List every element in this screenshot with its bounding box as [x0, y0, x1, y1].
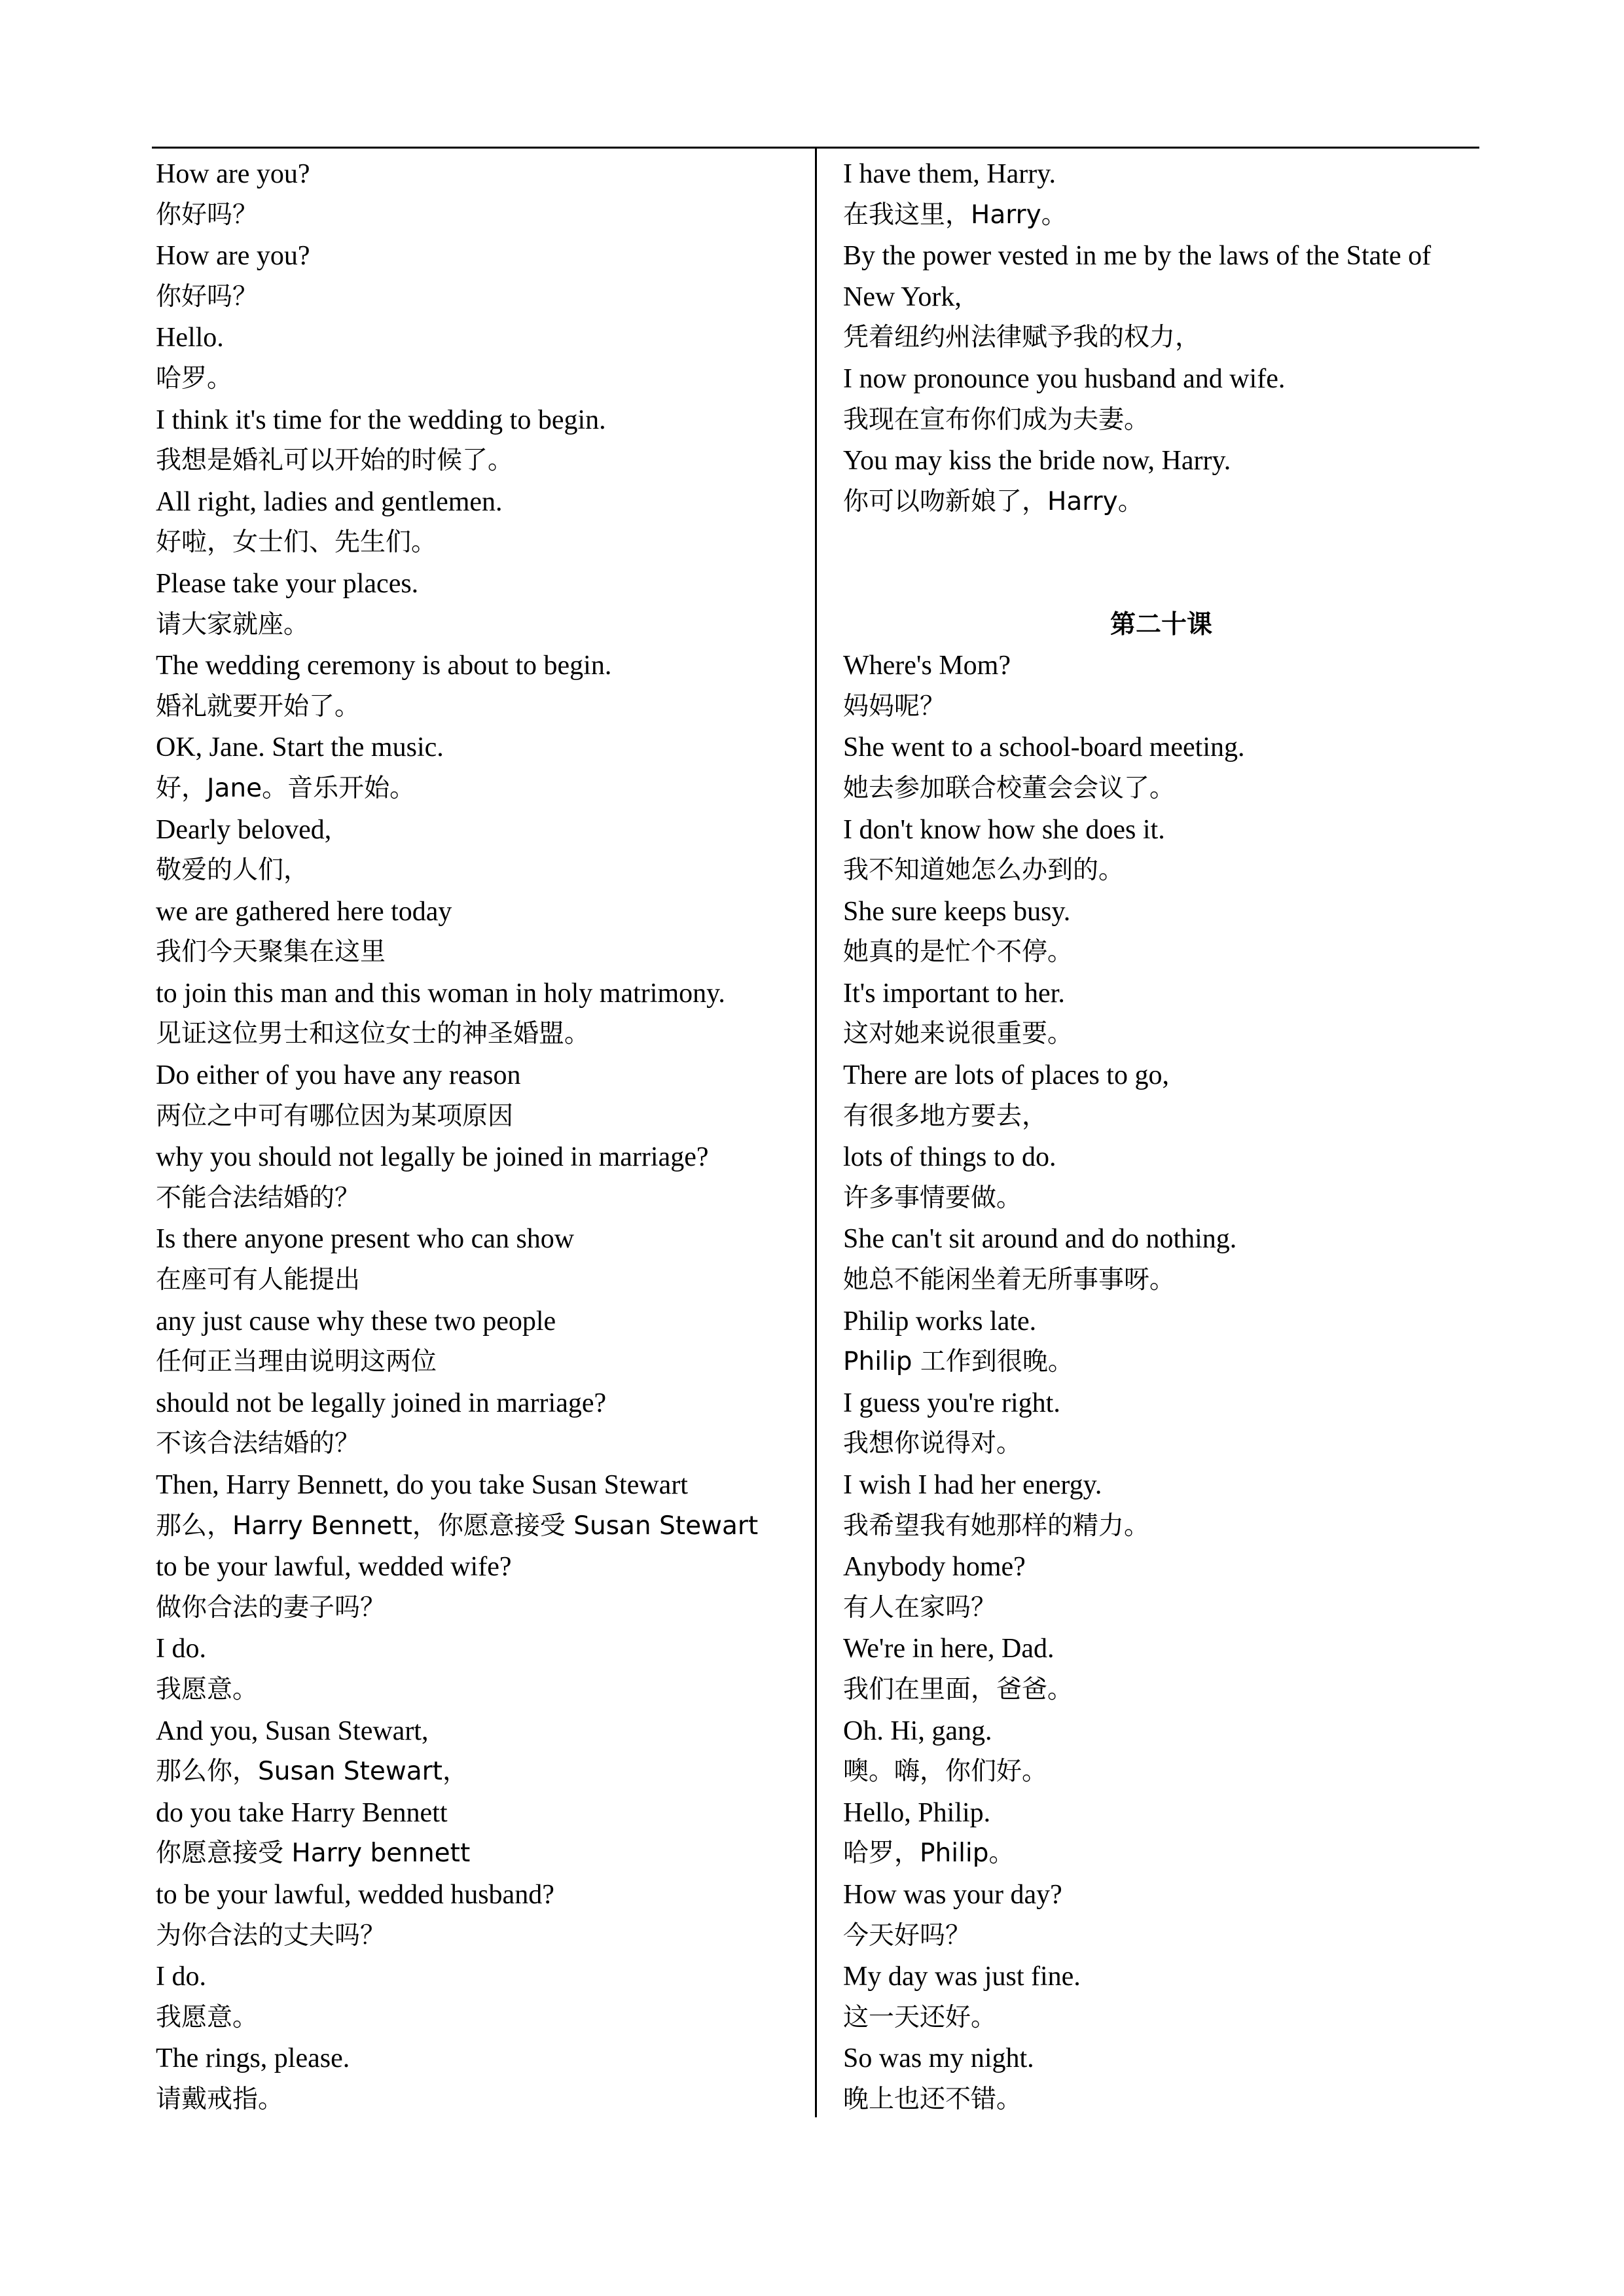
- spacer-line: [843, 522, 1479, 564]
- chinese-line: 在我这里，Harry。: [843, 200, 1067, 230]
- chinese-line: 妈妈呢？: [843, 691, 946, 721]
- english-line: I do.: [156, 1634, 206, 1664]
- english-line: Hello, Philip.: [843, 1797, 991, 1828]
- chinese-line: 做你合法的妻子吗？: [156, 1592, 386, 1623]
- chinese-line: 敬爱的人们，: [156, 855, 310, 886]
- english-line: She can't sit around and do nothing.: [843, 1224, 1237, 1255]
- chinese-line: 那么你，Susan Stewart，: [156, 1757, 468, 1787]
- right-column: [843, 154, 1479, 2121]
- lesson-heading: 第二十课: [1110, 609, 1212, 639]
- english-line: Then, Harry Bennett, do you take Susan Stewart: [156, 1470, 688, 1500]
- chinese-line: 今天好吗？: [843, 1920, 971, 1950]
- chinese-line: 这一天还好。: [843, 2002, 997, 2032]
- english-line: Hello.: [156, 323, 224, 353]
- chinese-line: 为你合法的丈夫吗？: [156, 1920, 386, 1950]
- english-line: Philip works late.: [843, 1306, 1037, 1336]
- english-line: Do either of you have any reason: [156, 1060, 521, 1091]
- column-divider: [815, 147, 817, 2117]
- english-line: I think it's time for the wedding to begin.: [156, 404, 606, 435]
- chinese-line: 她去参加联合校董会会议了。: [843, 773, 1176, 803]
- english-line: I don't know how she does it.: [843, 814, 1165, 845]
- english-line: I have them, Harry.: [843, 159, 1056, 189]
- chinese-line: 有人在家吗？: [843, 1592, 997, 1623]
- english-line: The rings, please.: [156, 2043, 350, 2074]
- english-line: Oh. Hi, gang.: [843, 1715, 992, 1746]
- chinese-line: 哈罗。: [156, 363, 233, 393]
- chinese-line: 不该合法结婚的？: [156, 1429, 361, 1459]
- chinese-line: 两位之中可有哪位因为某项原因: [156, 1101, 514, 1131]
- chinese-line: 我想你说得对。: [843, 1429, 1022, 1459]
- english-line: So was my night.: [843, 2043, 1034, 2074]
- chinese-line: 她真的是忙个不停。: [843, 937, 1074, 967]
- chinese-line: 我愿意。: [156, 1674, 259, 1704]
- english-line: we are gathered here today: [156, 896, 452, 927]
- english-line: It's important to her.: [843, 978, 1065, 1009]
- chinese-line: 你愿意接受 Harry bennett: [156, 1839, 471, 1869]
- english-line: You may kiss the bride now, Harry.: [843, 446, 1231, 476]
- chinese-line: 你好吗？: [156, 200, 259, 230]
- chinese-line: 你可以吻新娘了，Harry。: [843, 486, 1144, 516]
- english-line: All right, ladies and gentlemen.: [156, 486, 503, 517]
- chinese-line: 任何正当理由说明这两位: [156, 1347, 437, 1377]
- english-line: why you should not legally be joined in marriage?: [156, 1142, 709, 1173]
- chinese-line: 请大家就座。: [156, 609, 310, 639]
- chinese-line: 我希望我有她那样的精力。: [843, 1511, 1150, 1541]
- chinese-line: 凭着纽约州法律赋予我的权力，: [843, 323, 1201, 353]
- english-line: to join this man and this woman in holy matrimony.: [156, 978, 725, 1009]
- chinese-line: 我们今天聚集在这里: [156, 937, 386, 967]
- chinese-line: 许多事情要做。: [843, 1183, 1022, 1213]
- english-line: Where's Mom?: [843, 651, 1011, 681]
- english-line: She sure keeps busy.: [843, 896, 1071, 927]
- english-line: do you take Harry Bennett: [156, 1797, 448, 1828]
- chinese-line: 我们在里面，爸爸。: [843, 1674, 1074, 1704]
- english-line: to be your lawful, wedded husband?: [156, 1879, 554, 1910]
- chinese-line: 我不知道她怎么办到的。: [843, 855, 1125, 886]
- chinese-line: 有很多地方要去，: [843, 1101, 1048, 1131]
- english-line: Anybody home?: [843, 1552, 1026, 1583]
- english-line: should not be legally joined in marriage?: [156, 1388, 607, 1418]
- english-line: There are lots of places to go,: [843, 1060, 1169, 1091]
- chinese-line: 好，Jane。音乐开始。: [156, 773, 416, 803]
- chinese-line: 好啦，女士们、先生们。: [156, 528, 437, 558]
- chinese-line: 哈罗，Philip。: [843, 1839, 1015, 1869]
- chinese-line: 晚上也还不错。: [843, 2084, 1022, 2114]
- english-line: How was your day?: [843, 1879, 1062, 1910]
- left-column: [156, 154, 810, 2121]
- chinese-line: 我现在宣布你们成为夫妻。: [843, 404, 1150, 435]
- chinese-line: Philip 工作到很晚。: [843, 1347, 1074, 1377]
- chinese-line: 你好吗？: [156, 281, 259, 312]
- english-line: to be your lawful, wedded wife?: [156, 1552, 512, 1583]
- english-line: I now pronounce you husband and wife.: [843, 363, 1286, 394]
- chinese-line: 婚礼就要开始了。: [156, 691, 361, 721]
- chinese-line: 噢。嗨，你们好。: [843, 1757, 1048, 1787]
- english-line: I do.: [156, 1962, 206, 1992]
- chinese-line: 我想是婚礼可以开始的时候了。: [156, 446, 514, 476]
- english-line: And you, Susan Stewart,: [156, 1715, 429, 1746]
- english-line: Is there anyone present who can show: [156, 1224, 575, 1255]
- chinese-line: 她总不能闲坐着无所事事呀。: [843, 1265, 1176, 1295]
- chinese-line: 我愿意。: [156, 2002, 259, 2032]
- chinese-line: 不能合法结婚的？: [156, 1183, 361, 1213]
- chinese-line: 在座可有人能提出: [156, 1265, 361, 1295]
- chinese-line: 见证这位男士和这位女士的神圣婚盟。: [156, 1019, 590, 1049]
- spacer-line: [843, 564, 1479, 605]
- english-line: Dearly beloved,: [156, 814, 332, 845]
- english-line: OK, Jane. Start the music.: [156, 732, 444, 763]
- english-line: Please take your places.: [156, 568, 419, 599]
- english-line: I wish I had her energy.: [843, 1470, 1102, 1500]
- right-column-bottom-lines: [843, 645, 1479, 2120]
- chinese-line: 这对她来说很重要。: [843, 1019, 1074, 1049]
- chinese-line: 那么，Harry Bennett，你愿意接受 Susan Stewart: [156, 1511, 759, 1541]
- chinese-line: 请戴戒指。: [156, 2084, 284, 2114]
- right-column-top-lines: [843, 154, 1479, 522]
- english-line: We're in here, Dad.: [843, 1634, 1055, 1664]
- english-line: I guess you're right.: [843, 1388, 1060, 1418]
- english-line: any just cause why these two people: [156, 1306, 556, 1336]
- english-line: How are you?: [156, 159, 310, 189]
- english-line: The wedding ceremony is about to begin.: [156, 651, 612, 681]
- english-line: She went to a school-board meeting.: [843, 732, 1245, 763]
- english-line: By the power vested in me by the laws of the State of New York,: [843, 241, 1432, 312]
- english-line: My day was just fine.: [843, 1962, 1081, 1992]
- english-line: How are you?: [156, 241, 310, 272]
- english-line: lots of things to do.: [843, 1142, 1056, 1173]
